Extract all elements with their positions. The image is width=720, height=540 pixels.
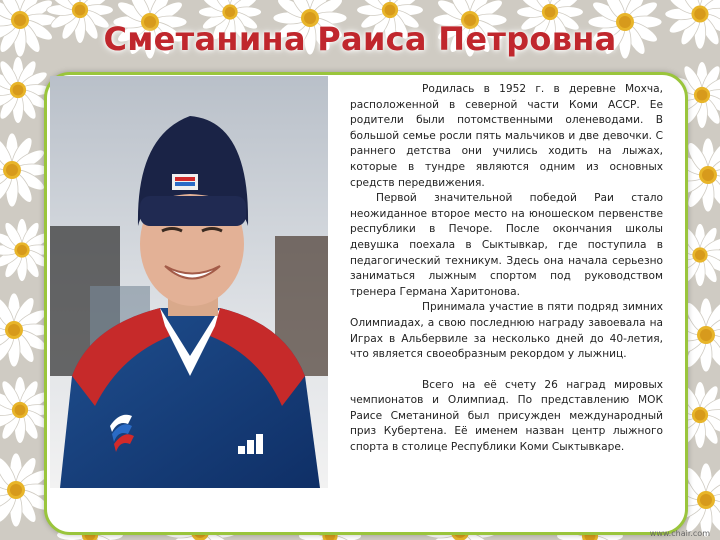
paragraph-olympics: Принимала участие в пяти подряд зимних Олимпиадах, а свою последнюю награду завоевала на Играх в Альбервиле за несколько дней до 40-летия, что является своеобразным рекордом у лыжниц. xyxy=(350,301,663,361)
paragraph-birth: Родилась в 1952 г. в деревне Мохча, расположенной в северной части Коми АССР. Ее родители были потомственными оленеводами. В большой семье росли пять мальчиков и две девочки. С раннего детства они учились ходить на лыжах, которые в тундре являются одним из основных средств передвижения. xyxy=(350,83,663,189)
biography-text xyxy=(350,82,663,456)
watermark: www.chair.com xyxy=(649,529,710,538)
portrait-photo xyxy=(50,76,328,488)
page-title: Сметанина Раиса Петровна xyxy=(103,20,617,58)
paragraph-awards: Всего на её счету 26 наград мировых чемпионатов и Олимпиад. По представлению МОК Раисе Сметаниной был присужден международный приз Кубертена. Её именем назван центр лыжного спорта в столице Республики Коми Сыктывкаре. xyxy=(350,378,663,454)
paragraph-first-victory: Первой значительной победой Раи стало неожиданное второе место на юношеском первенстве республики в Печоре. После окончания школы девушка поехала в Сыктывкар, где поступила в педагогический техникум. Здесь она начала серьезно заниматься лыжным спортом под руководством тренера Германа Харитонова. xyxy=(350,192,663,298)
